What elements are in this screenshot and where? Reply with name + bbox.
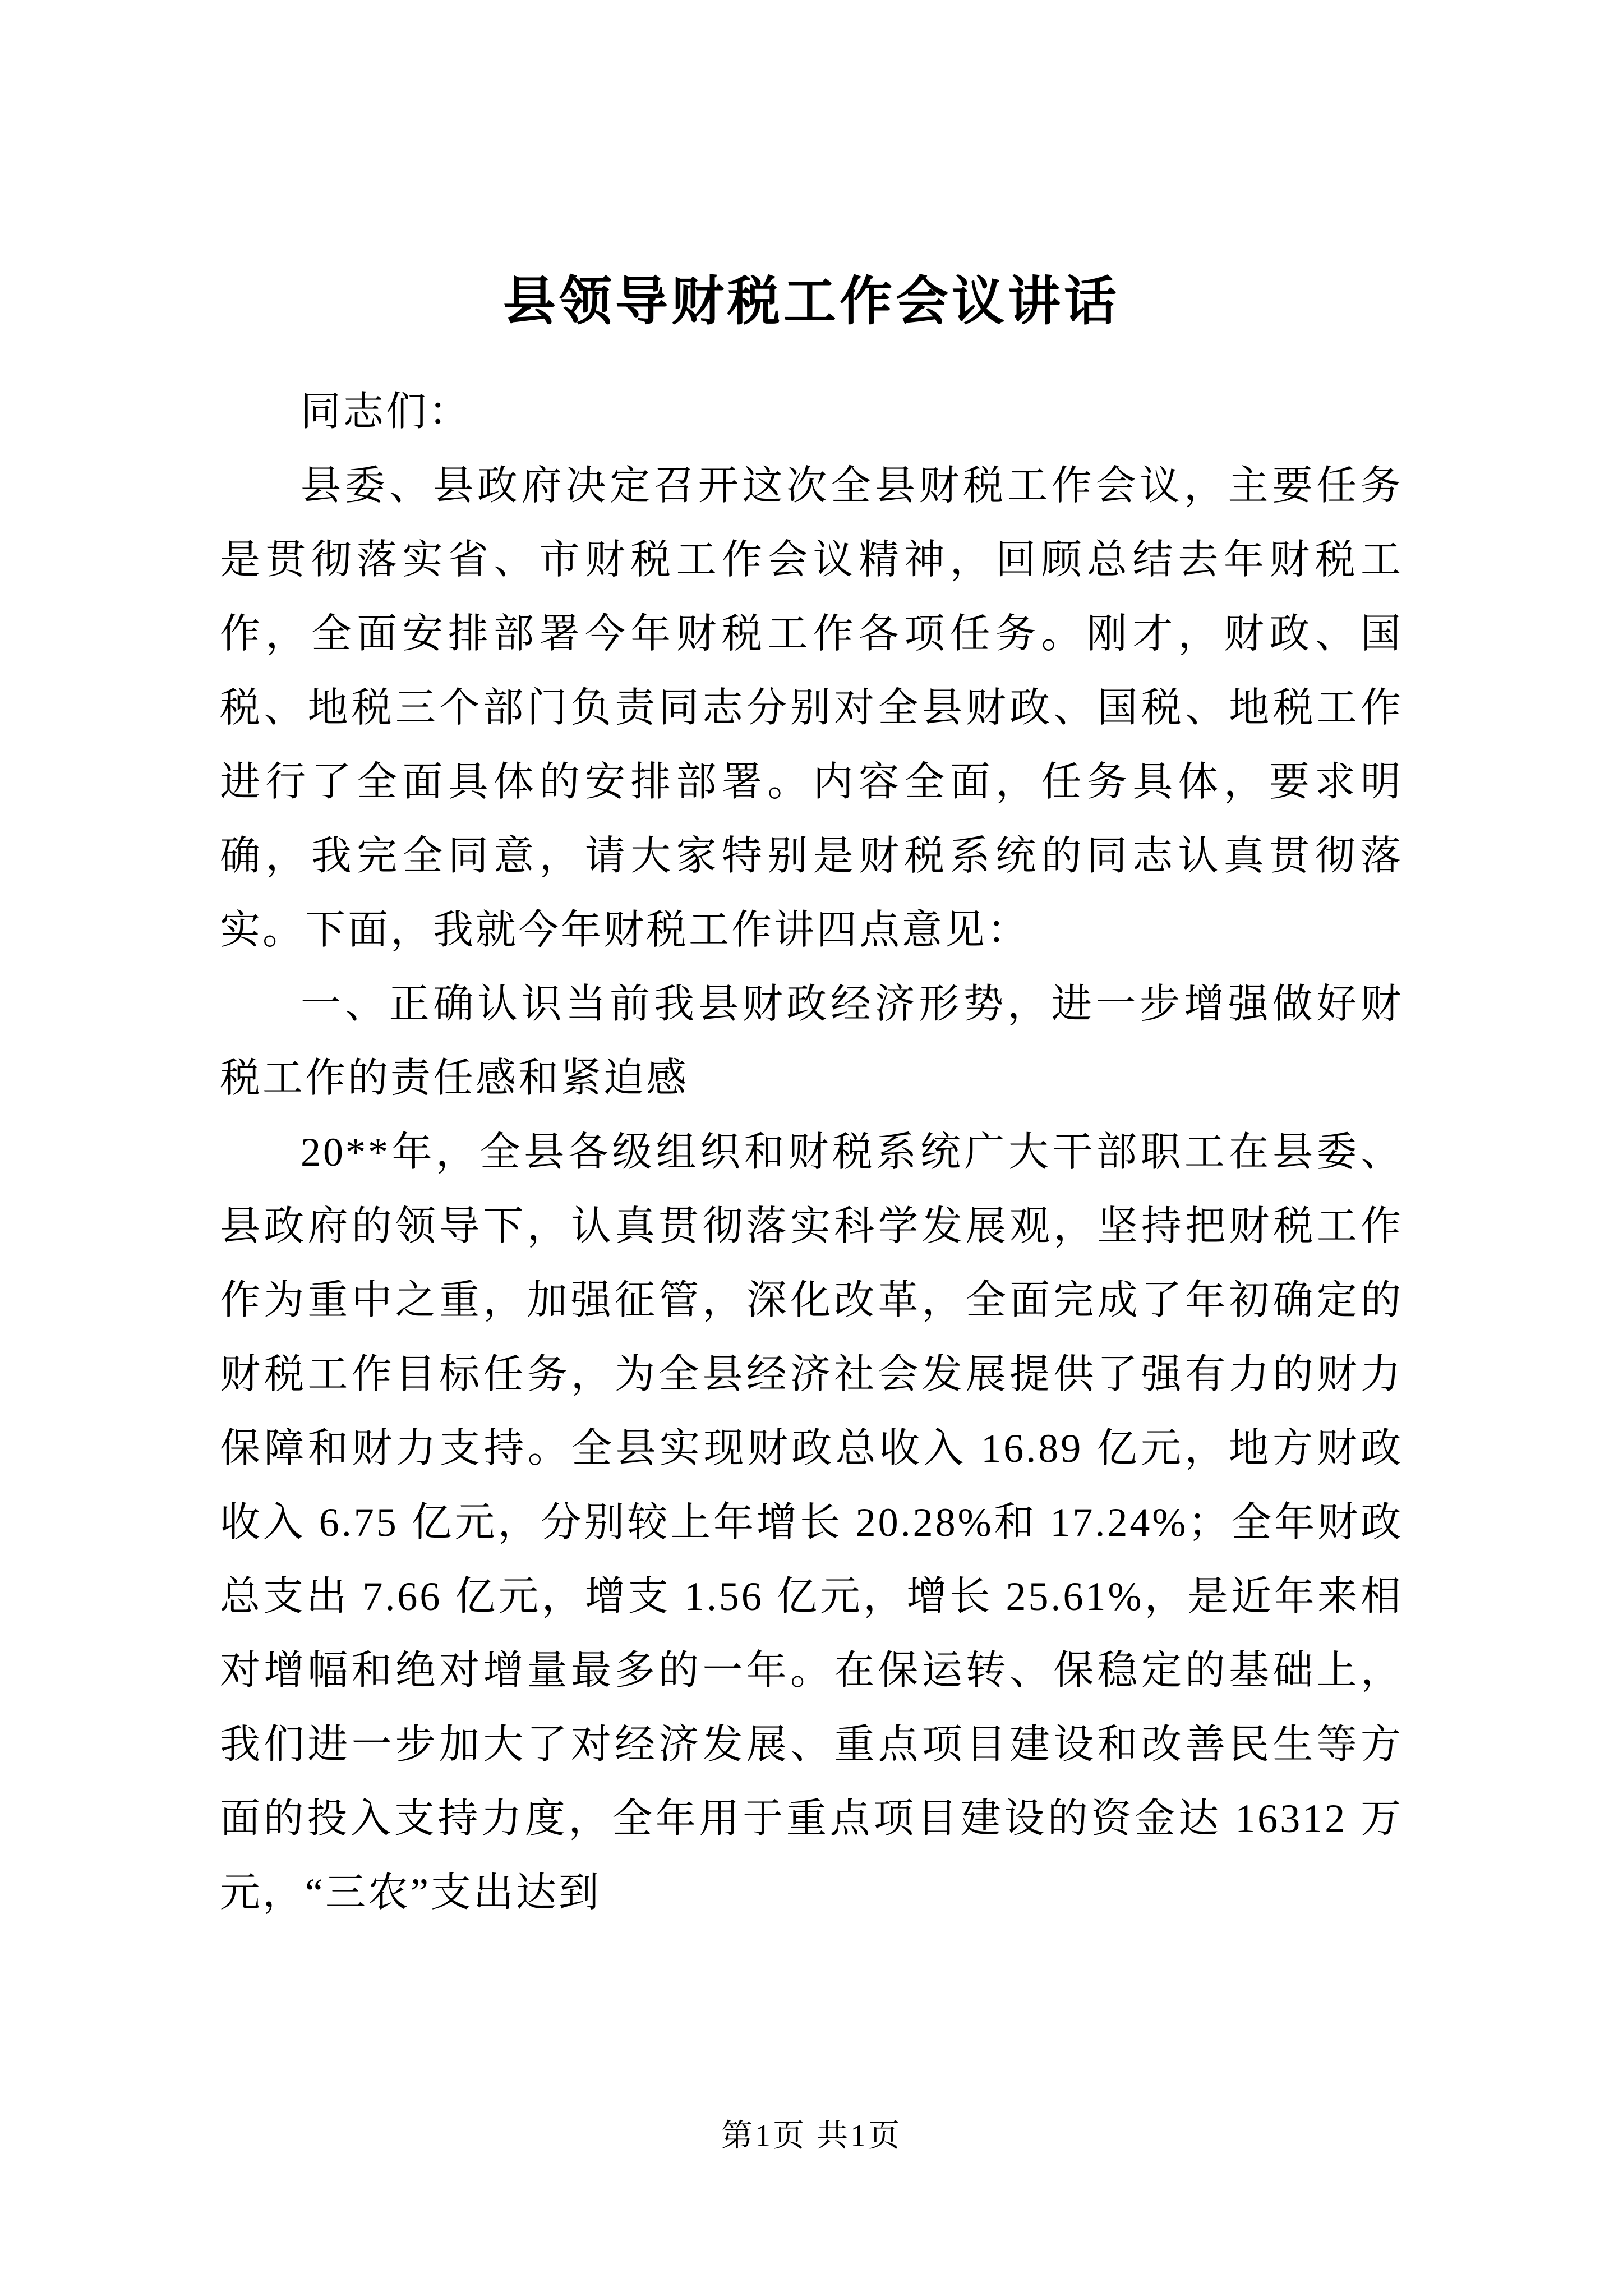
page-number-footer: 第1页 共1页 <box>721 2119 902 2154</box>
paragraph-body: 20**年，全县各级组织和财税系统广大干部职工在县委、县政府的领导下，认真贯彻落实科学发展观，坚持把财税工作作为重中之重，加强征管，深化改革，全面完成了年初确定的财税工作目标任务，为全县经济社会发展提供了强有力的财力保障和财力支持。全县实现财政总收入 16.89 亿元，地方财政收入 6.75 亿元，分别较上年增长 20.28%和 17.24%；全年财政总支出 7.66 亿元，增支 1.56 亿元，增长 25.61%，是近年来相对增幅和绝对增量最多的一年。在保运转、保稳定的基础上，我们进一步加大了对经济发展、重点项目建设和改善民生等方面的投入支持力度，全年用于重点项目建设的资金达 16312 万元，“三农”支出达到 <box>220 1129 1403 1915</box>
paragraph-intro: 县委、县政府决定召开这次全县财税工作会议，主要任务是贯彻落实省、市财税工作会议精神，回顾总结去年财税工作，全面安排部署今年财税工作各项任务。刚才，财政、国税、地税三个部门负责同志分别对全县财政、国税、地税工作进行了全面具体的安排部署。内容全面，任务具体，要求明确，我完全同意，请大家特别是财税系统的同志认真贯彻落实。下面，我就今年财税工作讲四点意见： <box>220 463 1403 953</box>
paragraph-salutation: 同志们： <box>301 389 472 434</box>
paragraph-section-heading: 一、正确认识当前我县财政经济形势，进一步增强做好财税工作的责任感和紧迫感 <box>220 981 1403 1101</box>
document-title: 县领导财税工作会议讲话 <box>502 273 1120 331</box>
